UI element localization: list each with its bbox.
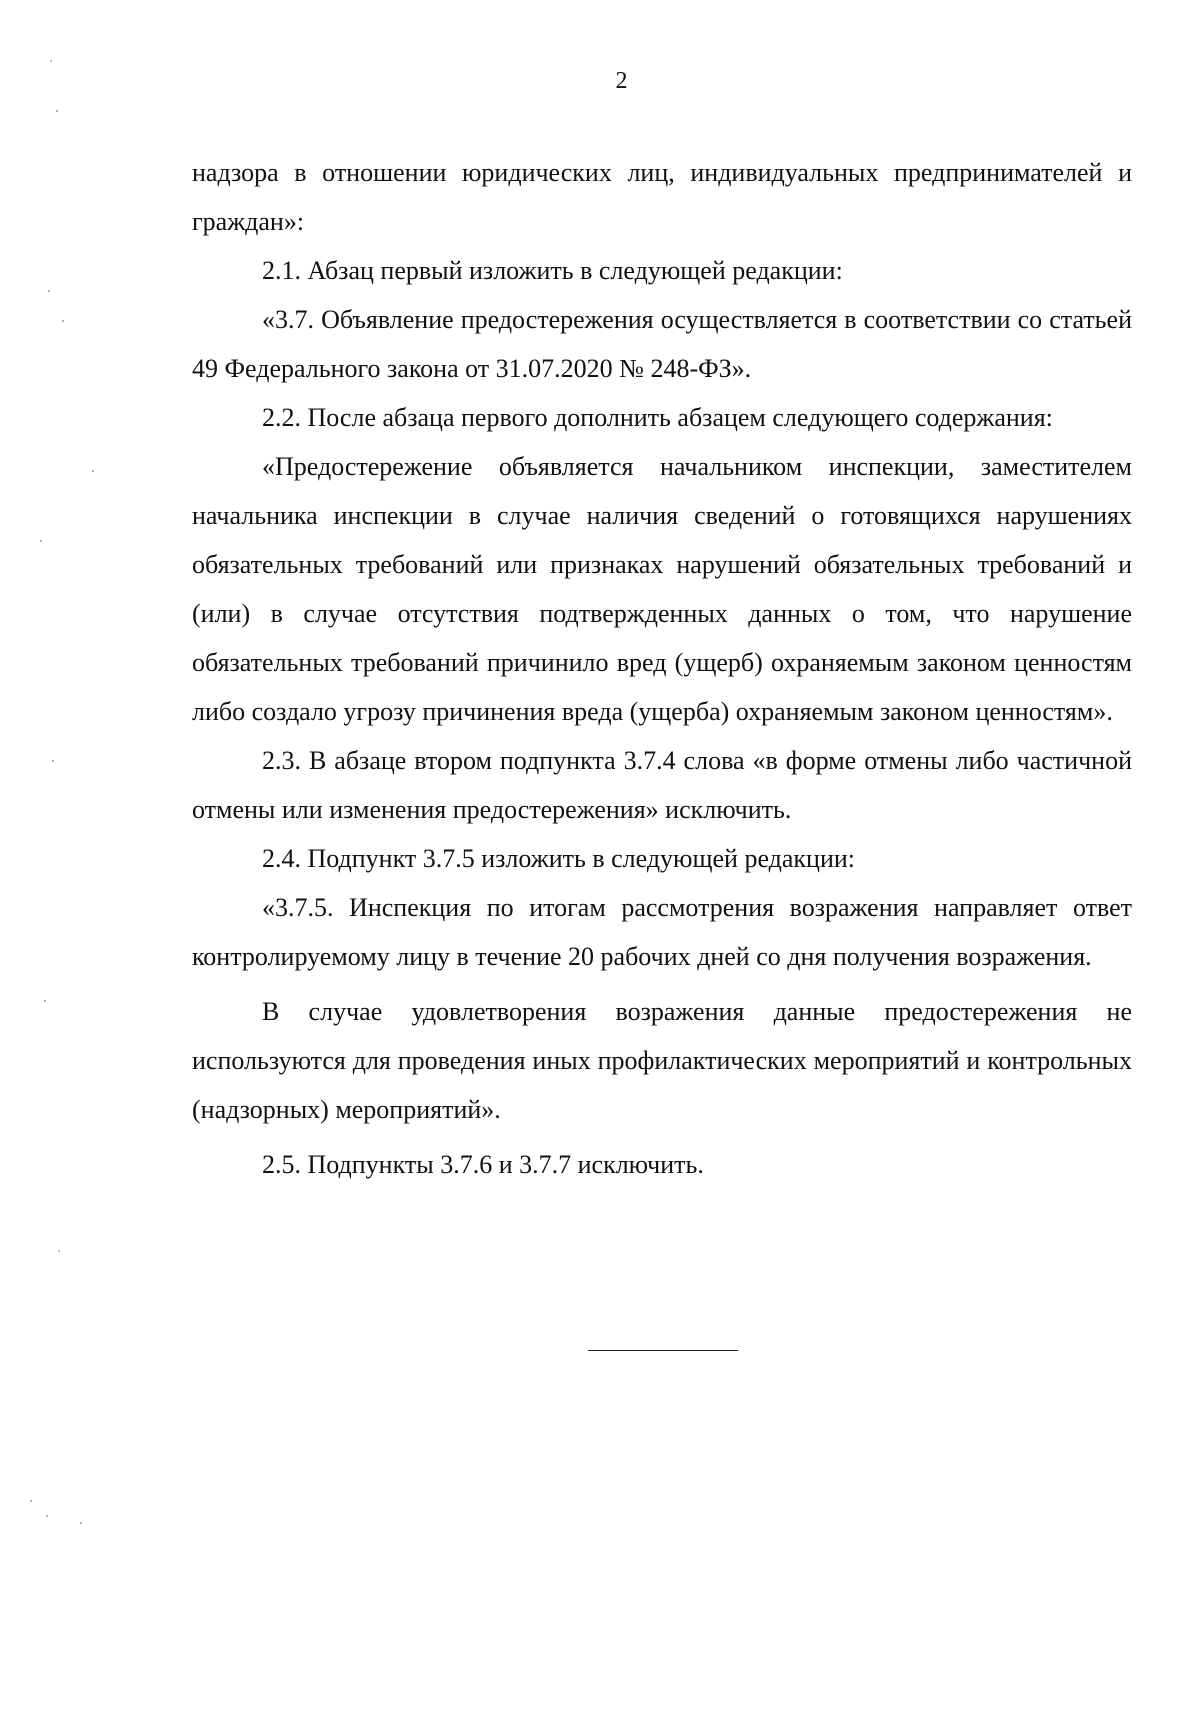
paragraph-2-3: 2.3. В абзаце втором подпункта 3.7.4 слова «в форме отмены либо частичной отмены или изменения предостережения» исключить.: [192, 746, 1132, 824]
paragraph-2-5: 2.5. Подпункты 3.7.6 и 3.7.7 исключить.: [262, 1150, 704, 1179]
scan-speck: [30, 1500, 32, 1502]
scan-speck: [62, 320, 64, 322]
end-of-document-rule: [588, 1350, 738, 1351]
paragraph-3-7-quote: «3.7. Объявление предостережения осуществляется в соответствии со статьей 49 Федерального закона от 31.07.2020 № 248-ФЗ».: [192, 305, 1132, 383]
scan-speck: [92, 470, 94, 472]
paragraph-2-1: 2.1. Абзац первый изложить в следующей редакции:: [262, 256, 843, 285]
scan-speck: [44, 1000, 46, 1002]
scan-speck: [40, 540, 42, 542]
paragraph-warning-quote: «Предостережение объявляется начальником инспекции, заместителем начальника инспекции в случае наличия сведений о готовящихся нарушениях обязательных требований или признаках нарушений обязательных требований и (или) в случае отсутствия подтвержденных данных о том, что нарушение обязательных требований причинило вред (ущерб) охраняемым законом ценностям либо создало угрозу причинения вреда (ущерба) охраняемым законом ценностям».: [192, 452, 1132, 726]
scan-speck: [52, 760, 54, 762]
page-number: 2: [615, 68, 628, 94]
scan-speck: [56, 110, 58, 112]
paragraph-continuation: надзора в отношении юридических лиц, индивидуальных предпринимателей и граждан»:: [192, 158, 1132, 236]
scan-speck: [46, 1515, 48, 1517]
paragraph-3-7-5-quote: «3.7.5. Инспекция по итогам рассмотрения возражения направляет ответ контролируемому лицу в течение 20 рабочих дней со дня получения возражения.: [192, 893, 1132, 971]
paragraph-2-2: 2.2. После абзаца первого дополнить абзацем следующего содержания:: [262, 403, 1053, 432]
scan-speck: [50, 60, 52, 62]
document-body: [192, 148, 1132, 1189]
paragraph-objection-satisfied: В случае удовлетворения возражения данные предостережения не используются для проведения иных профилактических мероприятий и контрольных (надзорных) мероприятий».: [192, 997, 1132, 1124]
scan-speck: [58, 1250, 60, 1252]
paragraph-2-4: 2.4. Подпункт 3.7.5 изложить в следующей редакции:: [262, 844, 856, 873]
scan-speck: [80, 1522, 82, 1524]
scan-speck: [48, 290, 50, 292]
